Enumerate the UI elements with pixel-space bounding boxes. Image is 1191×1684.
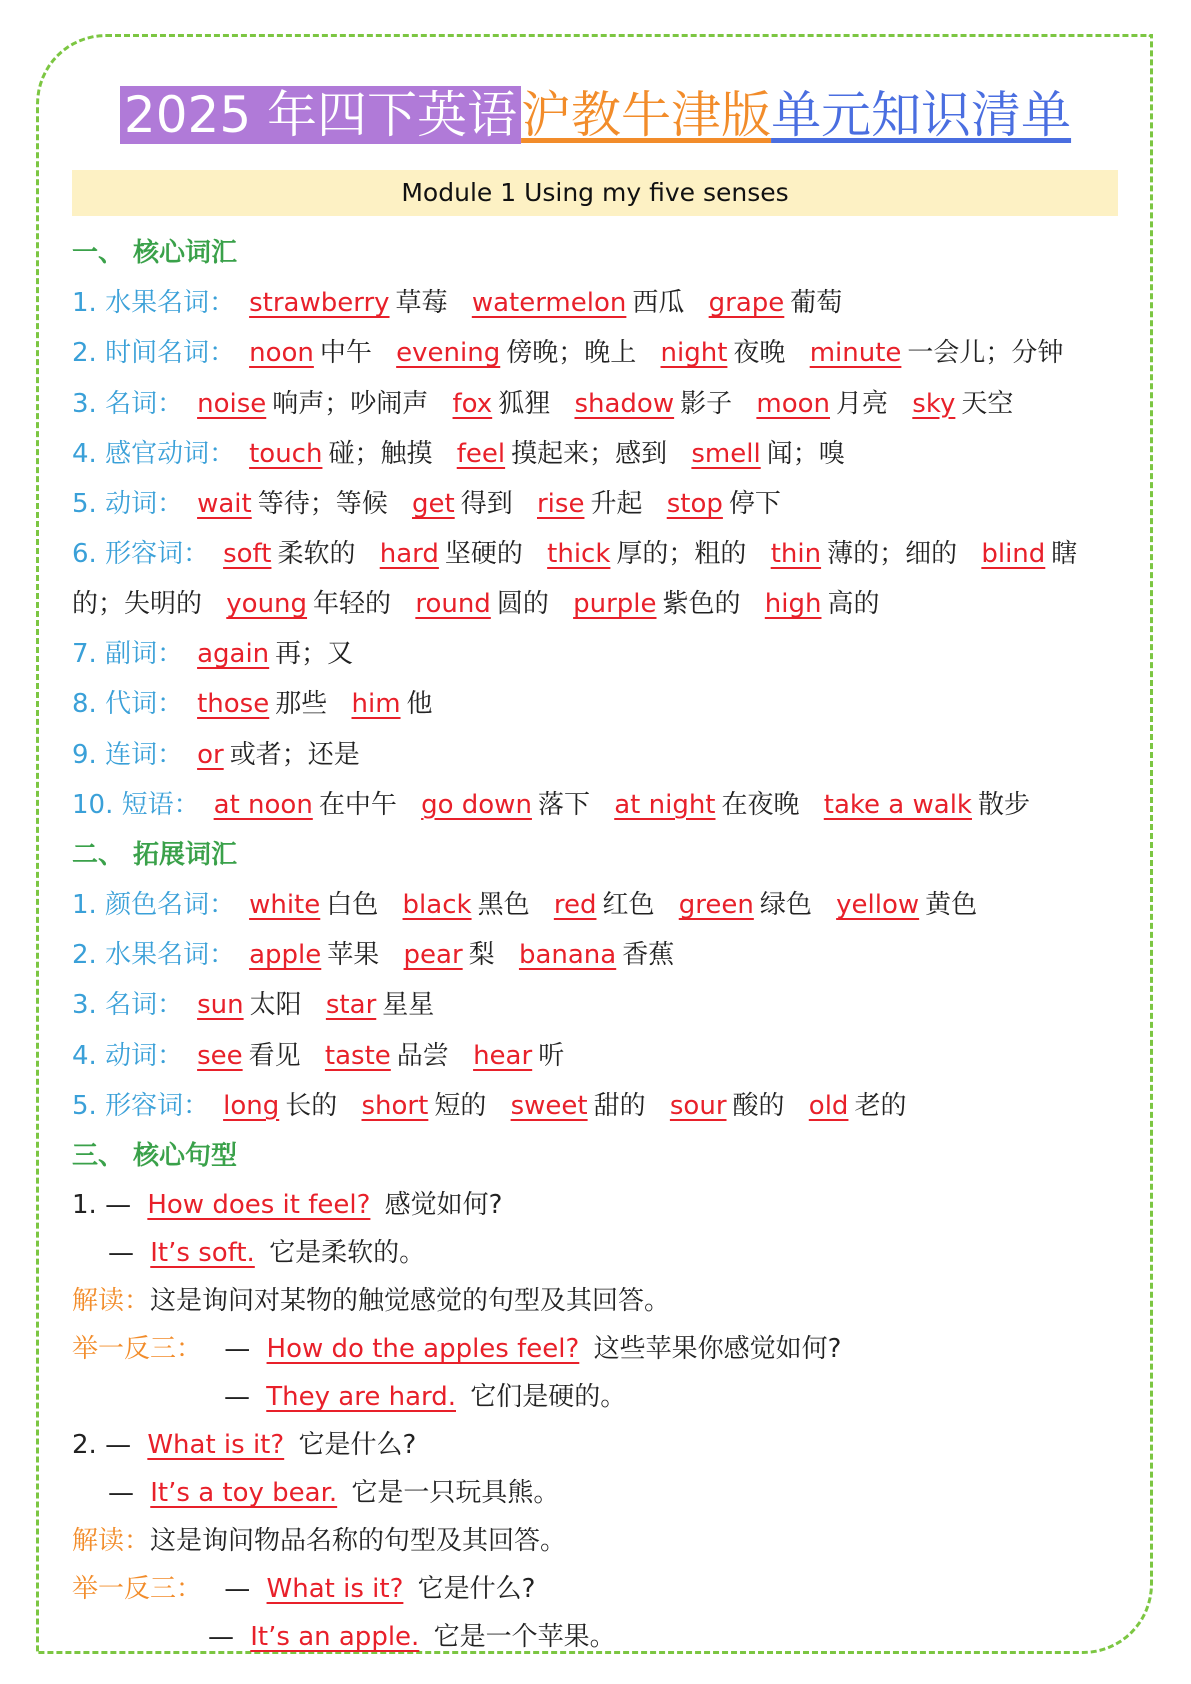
vocab-word: sour: [669, 1090, 727, 1121]
vocab-word: yellow: [836, 890, 920, 921]
vocab-word: thin: [770, 539, 822, 570]
vocab-meaning: 摸起来；感到: [511, 438, 668, 469]
vocab-word: black: [402, 890, 472, 921]
vocab-word: high: [764, 589, 822, 620]
vocab-row: [72, 730, 1122, 780]
vocab-row: [72, 930, 1122, 980]
vocab-word: thick: [547, 539, 611, 570]
vocab-word: green: [678, 890, 754, 921]
vocab-meaning: 老的: [854, 1090, 907, 1121]
vocab-row-number: 3.: [72, 990, 97, 1021]
vocab-word: strawberry: [249, 288, 390, 319]
section-heading-core-sentences: 三、 核心句型: [72, 1141, 238, 1171]
vocab-word: again: [197, 639, 270, 670]
vocab-meaning: 柔软的: [277, 539, 356, 570]
vocab-word: short: [361, 1090, 429, 1121]
vocab-meaning: 坚硬的: [444, 539, 523, 570]
vocab-row: [72, 379, 1122, 429]
vocab-word: sun: [197, 990, 244, 1021]
section-heading-extended-vocab: 二、 拓展词汇: [72, 839, 238, 870]
vocab-row-number: 1.: [72, 288, 97, 319]
vocab-meaning: 香蕉: [622, 940, 675, 971]
vocab-meaning: 品尝: [396, 1040, 449, 1071]
vocab-row-category: 形容词：: [105, 1090, 210, 1121]
vocab-row-category: 形容词：: [105, 539, 210, 570]
vocab-row: [72, 880, 1122, 930]
vocab-row-category: 水果名词：: [105, 288, 236, 319]
vocab-meaning: 甜的: [593, 1090, 646, 1121]
vocab-row: [72, 780, 1122, 830]
vocab-row-number: 2.: [72, 338, 97, 369]
vocab-row: [72, 429, 1122, 479]
vocab-row-category: 感官动词：: [105, 438, 236, 469]
vocab-word: at noon: [213, 789, 313, 820]
vocab-meaning: 升起: [590, 488, 643, 519]
vocab-meaning: 酸的: [732, 1090, 785, 1121]
vocab-word: or: [197, 739, 224, 770]
vocab-word: old: [808, 1090, 849, 1121]
vocab-word: apple: [249, 940, 322, 971]
sentence-zh: 它是什么?: [298, 1430, 417, 1461]
vocab-row: [72, 679, 1122, 729]
vocab-meaning: 西瓜: [632, 288, 685, 319]
vocab-word: star: [325, 990, 377, 1021]
extended-vocab-list: [72, 880, 1122, 1131]
vocab-word: take a walk: [823, 789, 972, 820]
sentence-en: How does it feel?: [147, 1190, 371, 1221]
page-title: [0, 76, 1191, 154]
vocab-row-number: 8.: [72, 689, 97, 720]
vocab-row-category: 时间名词：: [105, 338, 236, 369]
vocab-word: minute: [809, 338, 902, 369]
vocab-row-category: 名词：: [105, 990, 184, 1021]
sentence-en: It’s soft.: [150, 1238, 255, 1269]
vocab-meaning: 星星: [382, 990, 435, 1021]
vocab-meaning: 薄的；细的: [827, 539, 958, 570]
vocab-row: [72, 980, 1122, 1030]
vocab-meaning: 散步: [977, 789, 1030, 820]
vocab-meaning: 闻；嗅: [766, 438, 845, 469]
vocab-meaning: 红色: [602, 890, 655, 921]
vocab-meaning: 天空: [961, 388, 1014, 419]
vocab-word: feel: [456, 438, 506, 469]
vocab-word: shadow: [574, 388, 675, 419]
vocab-word: hard: [379, 539, 439, 570]
vocab-word: sweet: [510, 1090, 588, 1121]
sentence-en: What is it?: [147, 1430, 285, 1461]
vocab-meaning: 看见: [248, 1040, 301, 1071]
vocab-word: evening: [396, 338, 501, 369]
vocab-meaning: 黑色: [477, 890, 530, 921]
title-part-grade: 2025 年四下英语: [120, 86, 521, 144]
vocab-row-category: 颜色名词：: [105, 890, 236, 921]
vocab-row-number: 2.: [72, 940, 97, 971]
vocab-meaning: 梨: [468, 940, 495, 971]
vocab-row-category: 动词：: [105, 1040, 184, 1071]
vocab-word: purple: [573, 589, 657, 620]
sentence-1-example-answer: — They are hard. 它们是硬的。: [224, 1382, 627, 1413]
vocab-row-number: 1.: [72, 890, 97, 921]
section-heading-core-vocab: 一、 核心词汇: [72, 238, 238, 268]
vocab-row-category: 名词：: [105, 388, 184, 419]
vocab-meaning: 年轻的: [313, 589, 392, 620]
vocab-word: pear: [403, 940, 463, 971]
vocab-row-category: 短语：: [121, 789, 200, 820]
vocab-meaning: 草莓: [395, 288, 448, 319]
sentence-zh: 它是一只玩具熊。: [351, 1478, 560, 1509]
vocab-word: touch: [249, 438, 323, 469]
vocab-row-category: 动词：: [105, 488, 184, 519]
vocab-meaning: 得到: [460, 488, 513, 519]
vocab-word: at night: [614, 789, 716, 820]
vocab-meaning: 中午: [319, 338, 372, 369]
vocab-meaning: 紫色的: [662, 589, 741, 620]
vocab-row-number: 4.: [72, 1040, 97, 1071]
sentence-zh: 这些苹果你感觉如何?: [593, 1334, 842, 1365]
vocab-word: white: [249, 890, 321, 921]
sentence-zh: 它是一个苹果。: [433, 1622, 616, 1653]
vocab-row-number: 4.: [72, 438, 97, 469]
vocab-word: noon: [249, 338, 314, 369]
vocab-word: those: [197, 689, 270, 720]
vocab-row-number: 5.: [72, 1090, 97, 1121]
vocab-word: grape: [708, 288, 785, 319]
vocab-word: rise: [536, 488, 585, 519]
vocab-meaning: 圆的: [496, 589, 549, 620]
vocab-row-number: 7.: [72, 639, 97, 670]
vocab-row-number: 5.: [72, 488, 97, 519]
sentence-1-question: 1. — How does it feel? 感觉如何?: [72, 1190, 503, 1221]
vocab-word: hear: [473, 1040, 533, 1071]
vocab-word: stop: [666, 488, 723, 519]
sentence-2-question: 2. — What is it? 它是什么?: [72, 1430, 417, 1461]
vocab-row-category: 水果名词：: [105, 940, 236, 971]
sentence-1-example-question: 举一反三： — How do the apples feel? 这些苹果你感觉如何?: [72, 1334, 842, 1365]
vocab-row: [72, 629, 1122, 679]
core-vocab-list: [72, 278, 1122, 830]
vocab-meaning: 葡萄: [790, 288, 843, 319]
sentence-1-note: 解读：这是询问对某物的触觉感觉的句型及其回答。: [72, 1286, 671, 1317]
vocab-word: see: [197, 1040, 243, 1071]
vocab-row: [72, 479, 1122, 529]
vocab-word: long: [223, 1090, 280, 1121]
vocab-meaning: 在中午: [318, 789, 397, 820]
vocab-row: [72, 529, 1122, 629]
vocab-word: night: [660, 338, 728, 369]
vocab-meaning: 碰；触摸: [328, 438, 433, 469]
vocab-meaning: 影子: [680, 388, 733, 419]
vocab-row-number: 6.: [72, 539, 97, 570]
vocab-row: [72, 1081, 1122, 1131]
sentence-zh: 它们是硬的。: [470, 1382, 627, 1413]
vocab-meaning: 厚的；粗的: [616, 539, 747, 570]
vocab-word: red: [553, 890, 597, 921]
vocab-row-category: 代词：: [105, 689, 184, 720]
sentence-zh: 它是柔软的。: [269, 1238, 426, 1269]
vocab-word: round: [415, 589, 491, 620]
vocab-row-number: 10.: [72, 789, 114, 820]
vocab-meaning: 或者；还是: [229, 739, 360, 770]
vocab-meaning: 那些: [275, 689, 328, 720]
vocab-meaning: 听: [538, 1040, 565, 1071]
sentence-2-answer: — It’s a toy bear. 它是一只玩具熊。: [108, 1478, 560, 1509]
vocab-word: wait: [197, 488, 252, 519]
vocab-word: sky: [912, 388, 956, 419]
vocab-meaning: 在夜晚: [721, 789, 800, 820]
vocab-row-category: 副词：: [105, 639, 184, 670]
vocab-meaning: 高的: [827, 589, 880, 620]
vocab-word: taste: [324, 1040, 391, 1071]
vocab-meaning: 夜晚: [733, 338, 786, 369]
vocab-meaning: 苹果: [327, 940, 380, 971]
vocab-meaning: 短的: [434, 1090, 487, 1121]
sentence-1-answer: — It’s soft. 它是柔软的。: [108, 1238, 426, 1269]
sentence-zh: 它是什么?: [417, 1574, 536, 1605]
sentence-en: What is it?: [266, 1574, 404, 1605]
sentence-en: How do the apples feel?: [266, 1334, 580, 1365]
vocab-row: [72, 278, 1122, 328]
vocab-meaning: 绿色: [759, 890, 812, 921]
module-banner: Module 1 Using my five senses: [72, 170, 1118, 216]
vocab-word: blind: [981, 539, 1046, 570]
vocab-meaning: 一会儿；分钟: [907, 338, 1064, 369]
vocab-word: soft: [223, 539, 272, 570]
vocab-row: [72, 1031, 1122, 1081]
vocab-meaning: 再；又: [275, 639, 354, 670]
vocab-meaning: 瞎的；失明的: [72, 539, 1078, 620]
sentence-2-example-answer: — It’s an apple. 它是一个苹果。: [208, 1622, 616, 1653]
vocab-meaning: 长的: [285, 1090, 338, 1121]
vocab-meaning: 停下: [728, 488, 781, 519]
sentence-en: It’s an apple.: [250, 1622, 420, 1653]
vocab-meaning: 狐狸: [498, 388, 551, 419]
vocab-word: him: [351, 689, 401, 720]
vocab-meaning: 他: [406, 689, 433, 720]
vocab-word: young: [226, 589, 308, 620]
vocab-word: get: [412, 488, 455, 519]
content: [72, 228, 1122, 1661]
sentence-en: They are hard.: [266, 1382, 456, 1413]
vocab-word: noise: [197, 388, 267, 419]
title-part-checklist: 单元知识清单: [771, 86, 1072, 144]
vocab-word: go down: [421, 789, 532, 820]
vocab-word: banana: [518, 940, 617, 971]
sentence-2-example-question: 举一反三： — What is it? 它是什么?: [72, 1574, 536, 1605]
vocab-word: fox: [452, 388, 493, 419]
vocab-meaning: 落下: [537, 789, 590, 820]
vocab-meaning: 黄色: [925, 890, 978, 921]
vocab-row: [72, 328, 1122, 378]
sentence-zh: 感觉如何?: [384, 1190, 503, 1221]
vocab-meaning: 月亮: [836, 388, 889, 419]
vocab-meaning: 等待；等候: [257, 488, 388, 519]
vocab-meaning: 白色: [326, 890, 379, 921]
vocab-row-number: 3.: [72, 388, 97, 419]
vocab-meaning: 响声；吵闹声: [272, 388, 429, 419]
vocab-row-category: 连词：: [105, 739, 184, 770]
vocab-row-number: 9.: [72, 739, 97, 770]
vocab-word: moon: [756, 388, 831, 419]
vocab-meaning: 太阳: [249, 990, 302, 1021]
sentence-2-note: 解读：这是询问物品名称的句型及其回答。: [72, 1526, 567, 1557]
sentence-en: It’s a toy bear.: [150, 1478, 338, 1509]
vocab-meaning: 傍晚；晚上: [506, 338, 637, 369]
vocab-word: watermelon: [471, 288, 627, 319]
vocab-word: smell: [691, 438, 761, 469]
title-part-edition: 沪教牛津版: [521, 86, 772, 144]
